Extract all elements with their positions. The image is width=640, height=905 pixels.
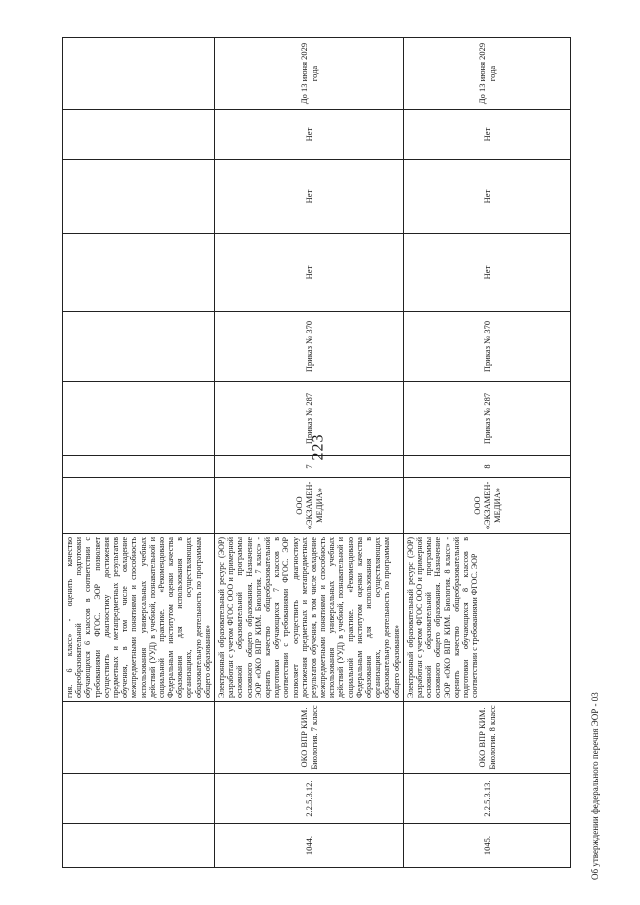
table-row-continuation xyxy=(63,38,215,868)
cell-description-continuation: гия. 6 класс» - оценить качество общеобразовательной подготовки обучающихся 6 классов в соответствии с требованиями ФГОС. ЭОР позволяет осуществить диагностику достижения предметных и метапредметных результатов обучения, в том числе овладение межпредметными понятиями и способность использования универсальных учебных действий (УУД) в учебной, познавательной и социальной практике. «Рекомендовано Федеральным институтом оценки качества образования для использования в организациях, осуществляющих образовательную деятельность по программам общего образования» xyxy=(63,534,215,702)
cell-code: 2.2.5.3.13. xyxy=(403,774,570,824)
cell-flag-2: Нет xyxy=(215,160,404,234)
cell-deadline: До 13 июня 2029 года xyxy=(215,38,404,110)
cell-empty xyxy=(63,702,215,774)
cell-deadline: До 13 июня 2029 года xyxy=(403,38,570,110)
cell-empty xyxy=(63,312,215,382)
cell-empty xyxy=(63,456,215,478)
cell-order-2: Приказ № 370 xyxy=(403,312,570,382)
cell-flag-3: Нет xyxy=(403,110,570,160)
cell-grade: 8 xyxy=(403,456,570,478)
cell-empty xyxy=(63,234,215,312)
cell-name: ОКО ВПР КИМ. Биология. 8 класс xyxy=(403,702,570,774)
cell-empty xyxy=(63,38,215,110)
cell-flag-2: Нет xyxy=(403,160,570,234)
cell-number: 1045. xyxy=(403,824,570,868)
table-row xyxy=(215,38,404,868)
cell-flag-3: Нет xyxy=(215,110,404,160)
table-row xyxy=(403,38,570,868)
cell-grade: 7 xyxy=(215,456,404,478)
cell-organization: ООО «ЭКЗАМЕН-МЕДИА» xyxy=(215,478,404,534)
cell-number: 1044. xyxy=(215,824,404,868)
rotated-table-container xyxy=(62,38,542,868)
cell-name: ОКО ВПР КИМ. Биология. 7 класс xyxy=(215,702,404,774)
cell-empty xyxy=(63,382,215,456)
cell-code: 2.2.5.3.12. xyxy=(215,774,404,824)
cell-flag-1: Нет xyxy=(403,234,570,312)
page-number: 223 xyxy=(309,433,327,461)
cell-description: Электронный образовательный ресурс (ЭОР) разработан с учетом ФГОС ООО и примерной основной образовательной программы основного общего образования. Назначение ЭОР «ОКО ВПР КИМ. Биология. 7 класс» - оценить качество общеобразовательной подготовки обучающихся 7 классов в соответствии с требованиями ФГОС. ЭОР позволяет осуществить диагностику достижения предметных и метапредметных результатов обучения, в том числе овладение межпредметными понятиями и способность использования универсальных учебных действий (УУД) в учебной, познавательной и социальной практике. «Рекомендовано Федеральным институтом оценки качества образования для использования в организациях, осуществляющих образовательную деятельность по программам общего образования» xyxy=(215,534,404,702)
cell-description: Электронный образовательный ресурс (ЭОР) разработан с учетом ФГОС ООО и примерной основной образовательной программы основного общего образования. Назначение ЭОР «ОКО ВПР КИМ. Биология. 8 класс» - оценить качество общеобразовательной подготовки обучающихся 8 классов в соответствии с требованиями ФГОС. ЭОР xyxy=(403,534,570,702)
cell-flag-1: Нет xyxy=(215,234,404,312)
cell-empty xyxy=(63,824,215,868)
cell-empty xyxy=(63,774,215,824)
cell-empty xyxy=(63,160,215,234)
cell-empty xyxy=(63,478,215,534)
resource-table xyxy=(62,37,571,868)
cell-empty xyxy=(63,110,215,160)
footer-note: Об утверждении федерального перечня ЭОР - 03 xyxy=(590,692,600,880)
cell-organization: ООО «ЭКЗАМЕН-МЕДИА» xyxy=(403,478,570,534)
cell-order-1: Приказ № 287 xyxy=(215,382,404,456)
cell-order-1: Приказ № 287 xyxy=(403,382,570,456)
cell-order-2: Приказ № 370 xyxy=(215,312,404,382)
